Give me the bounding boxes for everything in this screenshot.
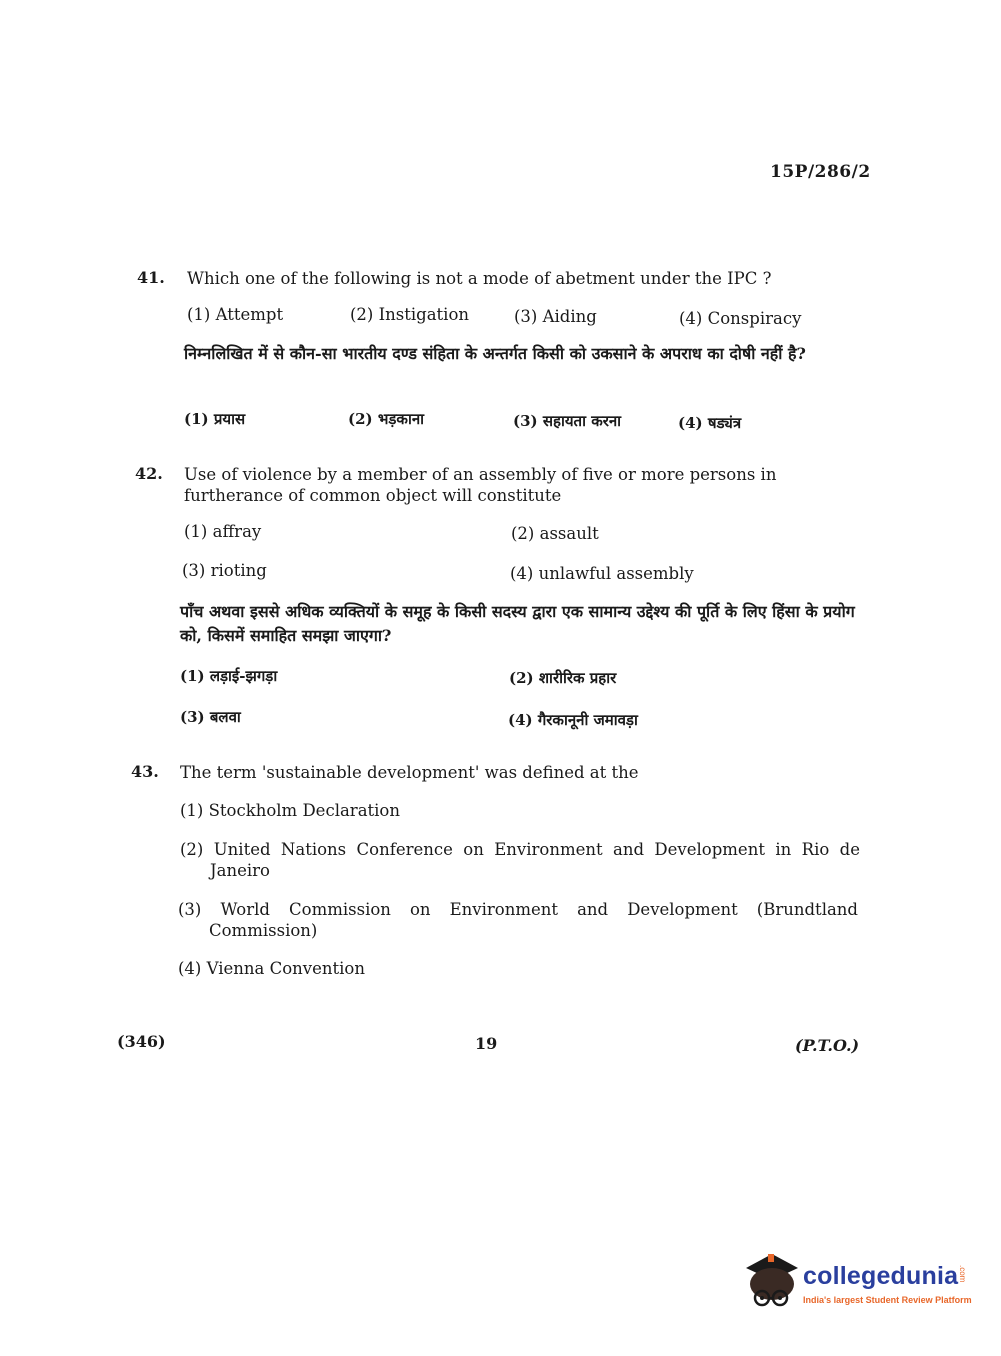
mascot-icon	[742, 1250, 800, 1312]
question-text-en: Use of violence by a member of an assembly of five or more persons in furtherance of common object will constitute	[184, 465, 777, 505]
option-en-4: (4) Vienna Convention	[178, 959, 365, 978]
footer-code: (346)	[117, 1032, 166, 1051]
paper-code: 15P/286/2	[770, 162, 871, 182]
question-number: 42.	[135, 464, 163, 483]
question-number: 41.	[137, 268, 165, 287]
option-en-1: (1) Stockholm Declaration	[180, 801, 400, 820]
option-hi-2: (2) शारीरिक प्रहार	[509, 669, 617, 687]
option-hi-2: (2) भड़काना	[348, 410, 425, 428]
option-en-2: (2) assault	[511, 524, 599, 543]
option-en-4: (4) unlawful assembly	[510, 564, 694, 583]
question-text-en: Which one of the following is not a mode of abetment under the IPC ?	[187, 269, 772, 288]
page-number: 19	[475, 1034, 498, 1053]
question-text-hi: निम्नलिखित में से कौन-सा भारतीय दण्ड संहिता के अन्तर्गत किसी को उकसाने के अपराध का दोषी नहीं है?	[184, 344, 806, 363]
option-en-2: (2) Instigation	[350, 305, 470, 324]
option-hi-4: (4) गैरकानूनी जमावड़ा	[508, 711, 638, 729]
option-en-1: (1) Attempt	[187, 305, 284, 324]
option-en-3: (3) World Commission on Environment and Development (Brundtland Commission)	[178, 900, 858, 940]
option-hi-1: (1) प्रयास	[184, 410, 246, 428]
option-en-2: (2) United Nations Conference on Environment and Development in Rio de Janeiro	[180, 840, 860, 880]
brand-tagline: India's largest Student Review Platform	[803, 1295, 972, 1305]
question-text-hi: पाँच अथवा इससे अधिक व्यक्तियों के समूह के किसी सदस्य द्वारा एक सामान्य उद्देश्य की पूर्ति के लिए हिंसा के प्रयोग को, किसमें समाहित समझा जाएगा?	[180, 602, 855, 645]
pto-label: (P.T.O.)	[795, 1036, 860, 1055]
option-hi-4: (4) षड्यंत्र	[678, 414, 742, 432]
brand-name: collegedunia	[803, 1262, 959, 1290]
option-en-4: (4) Conspiracy	[679, 309, 802, 328]
option-en-3: (3) rioting	[182, 561, 267, 580]
option-hi-3: (3) सहायता करना	[513, 412, 622, 430]
question-text-en: The term 'sustainable development' was defined at the	[180, 763, 639, 782]
question-number: 43.	[131, 762, 159, 781]
option-hi-1: (1) लड़ाई-झगड़ा	[180, 667, 278, 685]
option-en-3: (3) Aiding	[514, 307, 597, 326]
brand-suffix: .com	[958, 1265, 967, 1283]
option-hi-3: (3) बलवा	[180, 708, 241, 726]
option-en-1: (1) affray	[184, 522, 262, 541]
